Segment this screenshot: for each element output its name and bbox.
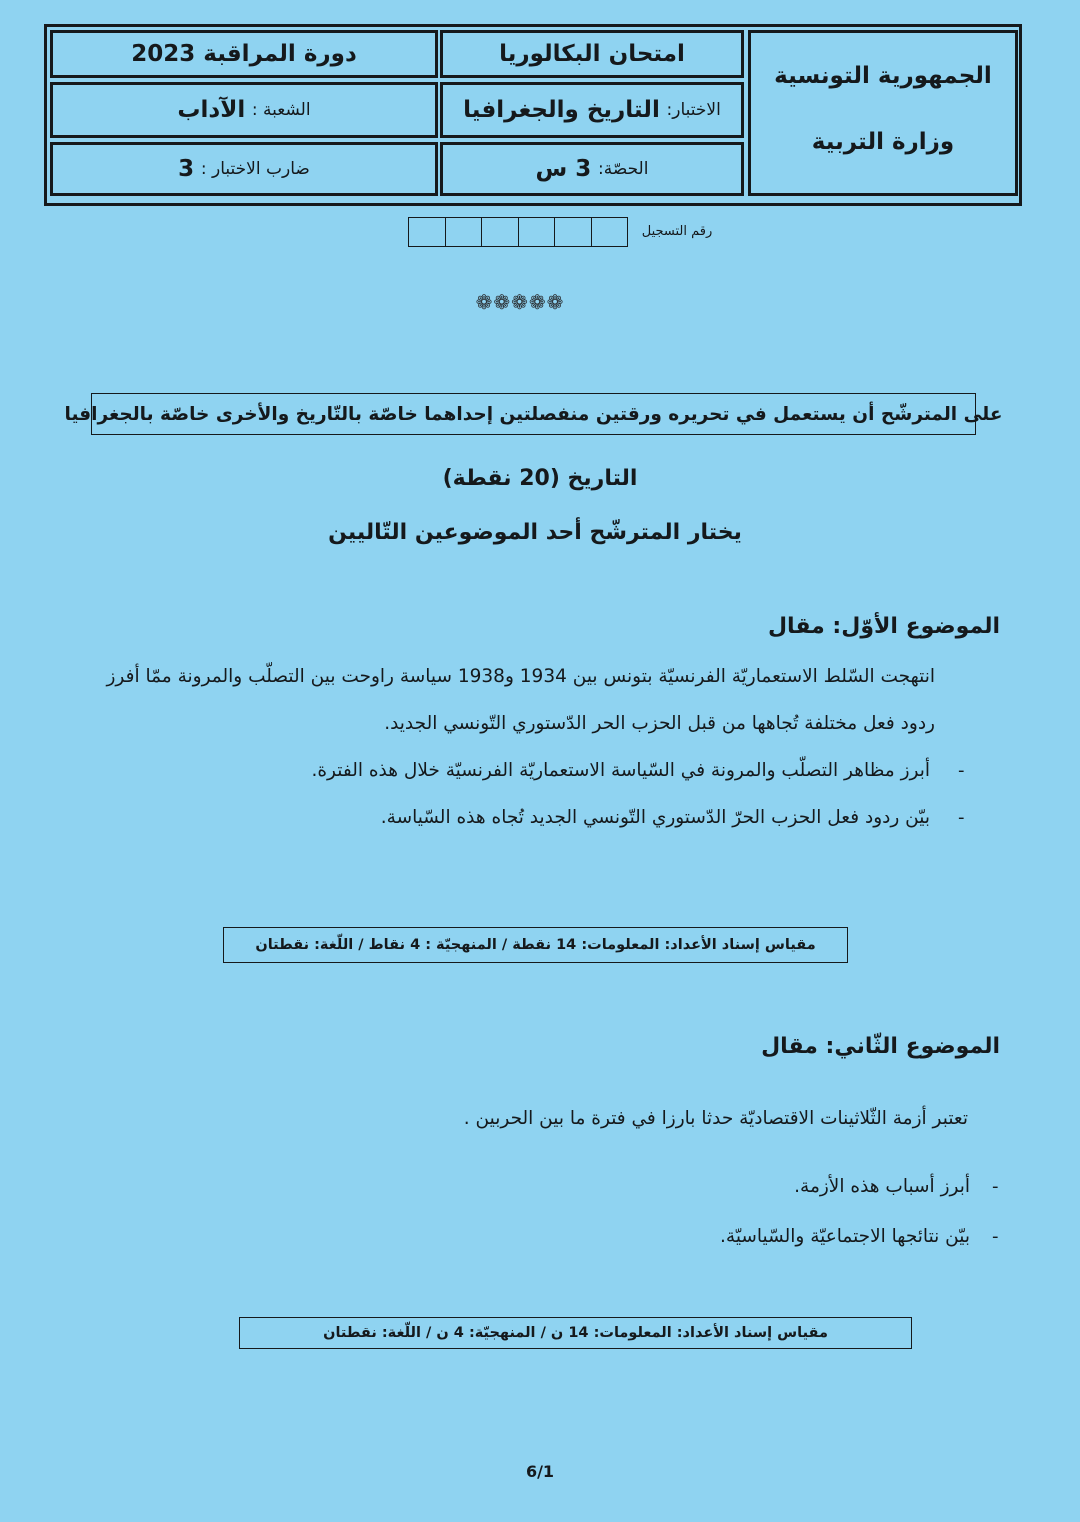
coefficient-value: 3 — [178, 156, 195, 182]
topic2-intro: تعتبر أزمة الثّلاثينات الاقتصاديّة حدثا بارزا في فترة ما بين الحربين . — [463, 1108, 968, 1129]
registration-digit-box[interactable] — [481, 218, 518, 246]
bullet-marker: - — [992, 1176, 999, 1197]
flower-ornament-icon: ❁❁❁❁❁ — [475, 290, 565, 314]
choose-topic-text: يختار المترشّح أحد الموضوعين التّاليين — [328, 520, 742, 545]
topic1-bullet-1: أبرز مظاهر التصلّب والمرونة في السّياسة الاستعماريّة الفرنسيّة خلال هذه الفترة. — [311, 760, 930, 781]
history-section-title: التاريخ (20 نقطة) — [442, 466, 638, 491]
duration-label: الحصّة: — [598, 159, 649, 179]
coefficient-label: ضارب الاختبار : — [200, 159, 310, 179]
topic2-bullet-1: أبرز أسباب هذه الأزمة. — [794, 1176, 970, 1197]
registration-digit-box[interactable] — [554, 218, 591, 246]
topic2-grading-box — [239, 1317, 912, 1349]
republic-cell — [748, 30, 1018, 196]
session-cell — [50, 30, 438, 78]
test-label: الاختبار: — [666, 100, 721, 120]
topic1-intro-line1: انتهجت السّلط الاستعماريّة الفرنسيّة بتونس بين 1934 و1938 سياسة راوحت بين التصلّب والمرونة ممّا أفرز — [106, 666, 935, 687]
duration-cell — [440, 142, 744, 196]
topic1-grading-text: مقياس إسناد الأعداد: المعلومات: 14 نقطة / المنهجيّة : 4 نقاط / اللّغة: نقطتان — [255, 937, 816, 953]
registration-digit-box[interactable] — [591, 218, 628, 246]
exam-title: امتحان البكالوريا — [499, 41, 685, 67]
registration-digit-box[interactable] — [445, 218, 482, 246]
session-label: دورة المراقبة 2023 — [131, 41, 357, 67]
topic2-title: الموضوع الثّاني: مقال — [761, 1034, 1000, 1059]
topic1-title: الموضوع الأوّل: مقال — [767, 614, 1000, 639]
page-number: 6/1 — [525, 1462, 555, 1481]
registration-digit-box[interactable] — [409, 218, 445, 246]
test-cell — [440, 82, 744, 138]
topic1-intro-line2: ردود فعل مختلفة تُجاهها من قبل الحزب الحر الدّستوري التّونسي الجديد. — [384, 713, 935, 734]
bullet-marker: - — [992, 1226, 999, 1247]
instruction-box — [64, 393, 1003, 435]
coefficient-cell — [50, 142, 438, 196]
topic2-grading-text: مقياس إسناد الأعداد: المعلومات: 14 ن / المنهجيّة: 4 ن / اللّغة: نقطتان — [323, 1325, 828, 1341]
topic1-bullet-2: بيّن ردود فعل الحزب الحرّ الدّستوري التّونسي الجديد تُجاه هذه السّياسة. — [380, 807, 930, 828]
registration-label: رقم التسجيل — [641, 224, 713, 239]
exam-cell — [440, 30, 744, 78]
registration-digit-box[interactable] — [518, 218, 555, 246]
branch-cell — [50, 82, 438, 138]
branch-value: الآداب — [177, 97, 246, 123]
branch-label: الشعبة : — [251, 100, 311, 120]
instruction-text: على المترشّح أن يستعمل في تحريره ورقتين منفصلتين إحداهما خاصّة بالتّاريخ والأخرى خاصّة بالجغرافيا — [64, 403, 1003, 425]
bullet-marker: - — [958, 760, 965, 781]
registration-number-boxes[interactable] — [408, 217, 628, 247]
bullet-marker: - — [958, 807, 965, 828]
ministry-name: وزارة التربية — [811, 129, 955, 155]
test-value: التاريخ والجغرافيا — [463, 97, 660, 123]
duration-value: 3 س — [535, 156, 592, 182]
topic1-grading-box — [223, 927, 848, 963]
republic-name: الجمهورية التونسية — [774, 63, 992, 89]
topic2-bullet-2: بيّن نتائجها الاجتماعيّة والسّياسيّة. — [720, 1226, 970, 1247]
